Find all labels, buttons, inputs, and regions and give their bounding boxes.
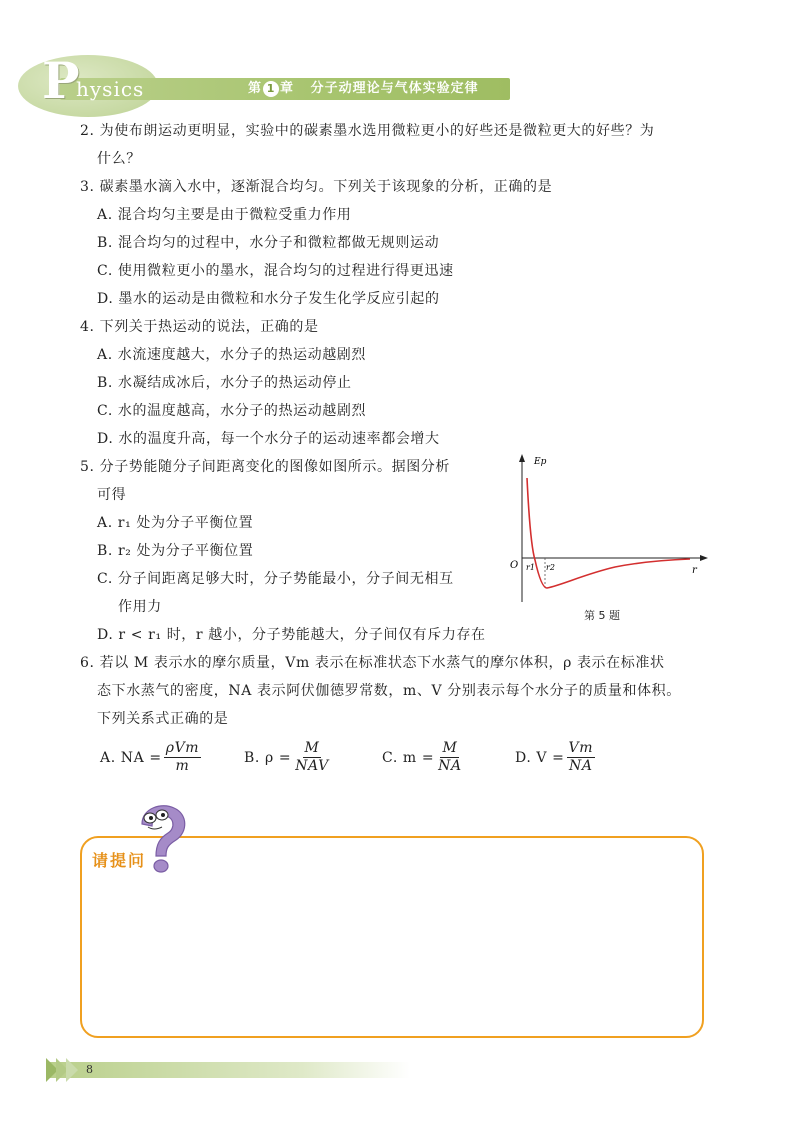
option-d-denominator: NA [569, 758, 593, 774]
question-4-option-c: C. 水的温度越高，水分子的热运动越剧烈 [97, 403, 367, 419]
page-number: 8 [86, 1063, 93, 1076]
option-a-label: A. NA = [100, 749, 162, 766]
question-6-option-d [515, 740, 597, 775]
potential-energy-graph [500, 450, 715, 610]
question-4-option-b: B. 水凝结成冰后，水分子的热运动停止 [97, 375, 352, 391]
question-5-option-c-line1: C. 分子间距离足够大时，分子势能最小，分子间无相互 [97, 571, 454, 587]
option-b-fraction [293, 740, 331, 775]
question-3-option-a: A. 混合均匀主要是由于微粒受重力作用 [97, 207, 352, 223]
r1-label: r1 [526, 563, 535, 572]
question-6-line1: 6. 若以 M 表示水的摩尔质量，Vm 表示在标准状态下水蒸气的摩尔体积，ρ 表示在标准状 [80, 655, 665, 671]
question-4: 4. 下列关于热运动的说法，正确的是 [80, 319, 319, 335]
option-d-numerator: Vm [568, 740, 594, 756]
x-axis-arrow [700, 555, 708, 561]
question-6-option-c [382, 740, 466, 775]
option-c-fraction [436, 740, 464, 775]
question-5-option-a: A. r₁ 处为分子平衡位置 [97, 515, 254, 531]
logo-initial: P [42, 51, 80, 110]
ask-question-label: 请提问 [92, 851, 147, 870]
option-d-fraction [567, 740, 596, 775]
option-b-label: B. ρ = [244, 749, 292, 766]
question-3: 3. 碳素墨水滴入水中，逐渐混合均匀。下列关于该现象的分析，正确的是 [80, 179, 553, 195]
question-2-line2: 什么？ [97, 151, 141, 167]
option-b-numerator: M [304, 740, 320, 756]
option-c-denominator: NA [438, 758, 462, 774]
logo-text: hysics [76, 77, 145, 101]
question-5-option-b: B. r₂ 处为分子平衡位置 [97, 543, 254, 559]
origin-label: O [510, 560, 519, 571]
chapter-suffix: 章 [280, 81, 295, 96]
question-5-option-d: D. r < r₁ 时，r 越小，分子势能越大，分子间仅有斥力存在 [97, 627, 486, 643]
option-a-denominator: m [175, 758, 190, 774]
option-b-denominator: NAV [295, 758, 329, 774]
ep-axis-label: Ep [534, 457, 547, 467]
question-5-option-c-line2: 作用力 [118, 599, 162, 615]
footer-arrows-icon [44, 1056, 84, 1084]
r2-label: r2 [546, 563, 555, 572]
question-3-option-d: D. 墨水的运动是由微粒和水分子发生化学反应引起的 [97, 291, 440, 307]
chapter-name: 分子动理论与气体实验定律 [310, 81, 479, 96]
r-axis-label: r [692, 565, 697, 576]
question-3-option-b: B. 混合均匀的过程中，水分子和微粒都做无规则运动 [97, 235, 440, 251]
option-d-label: D. V = [515, 749, 565, 766]
question-6-option-a [100, 740, 203, 775]
question-2-line1: 2. 为使布朗运动更明显，实验中的碳素墨水选用微粒更小的好些还是微粒更大的好些？为 [80, 123, 655, 139]
chapter-title [248, 80, 479, 98]
footer-band [50, 1062, 410, 1078]
y-axis-arrow [519, 454, 525, 462]
question-4-option-a: A. 水流速度越大，水分子的热运动越剧烈 [97, 347, 367, 363]
chapter-prefix: 第 [248, 81, 263, 96]
option-a-fraction [164, 740, 201, 775]
option-a-numerator: ρVm [165, 740, 200, 756]
question-4-option-d: D. 水的温度升高，每一个水分子的运动速率都会增大 [97, 431, 440, 447]
question-6-line2: 态下水蒸气的密度，NA 表示阿伏伽德罗常数，m、V 分别表示每个水分子的质量和体积。 [97, 683, 681, 699]
chapter-number: 1 [263, 81, 279, 97]
question-5-line1: 5. 分子势能随分子间距离变化的图像如图所示。据图分析 [80, 459, 451, 475]
question-3-option-c: C. 使用微粒更小的墨水，混合均匀的过程进行得更迅速 [97, 263, 454, 279]
question-6-option-b [244, 740, 333, 775]
question-6-line3: 下列关系式正确的是 [97, 711, 229, 727]
option-c-label: C. m = [382, 749, 435, 766]
option-c-numerator: M [442, 740, 458, 756]
question-5-line2: 可得 [97, 487, 127, 503]
figure-caption: 第 5 题 [584, 609, 620, 622]
